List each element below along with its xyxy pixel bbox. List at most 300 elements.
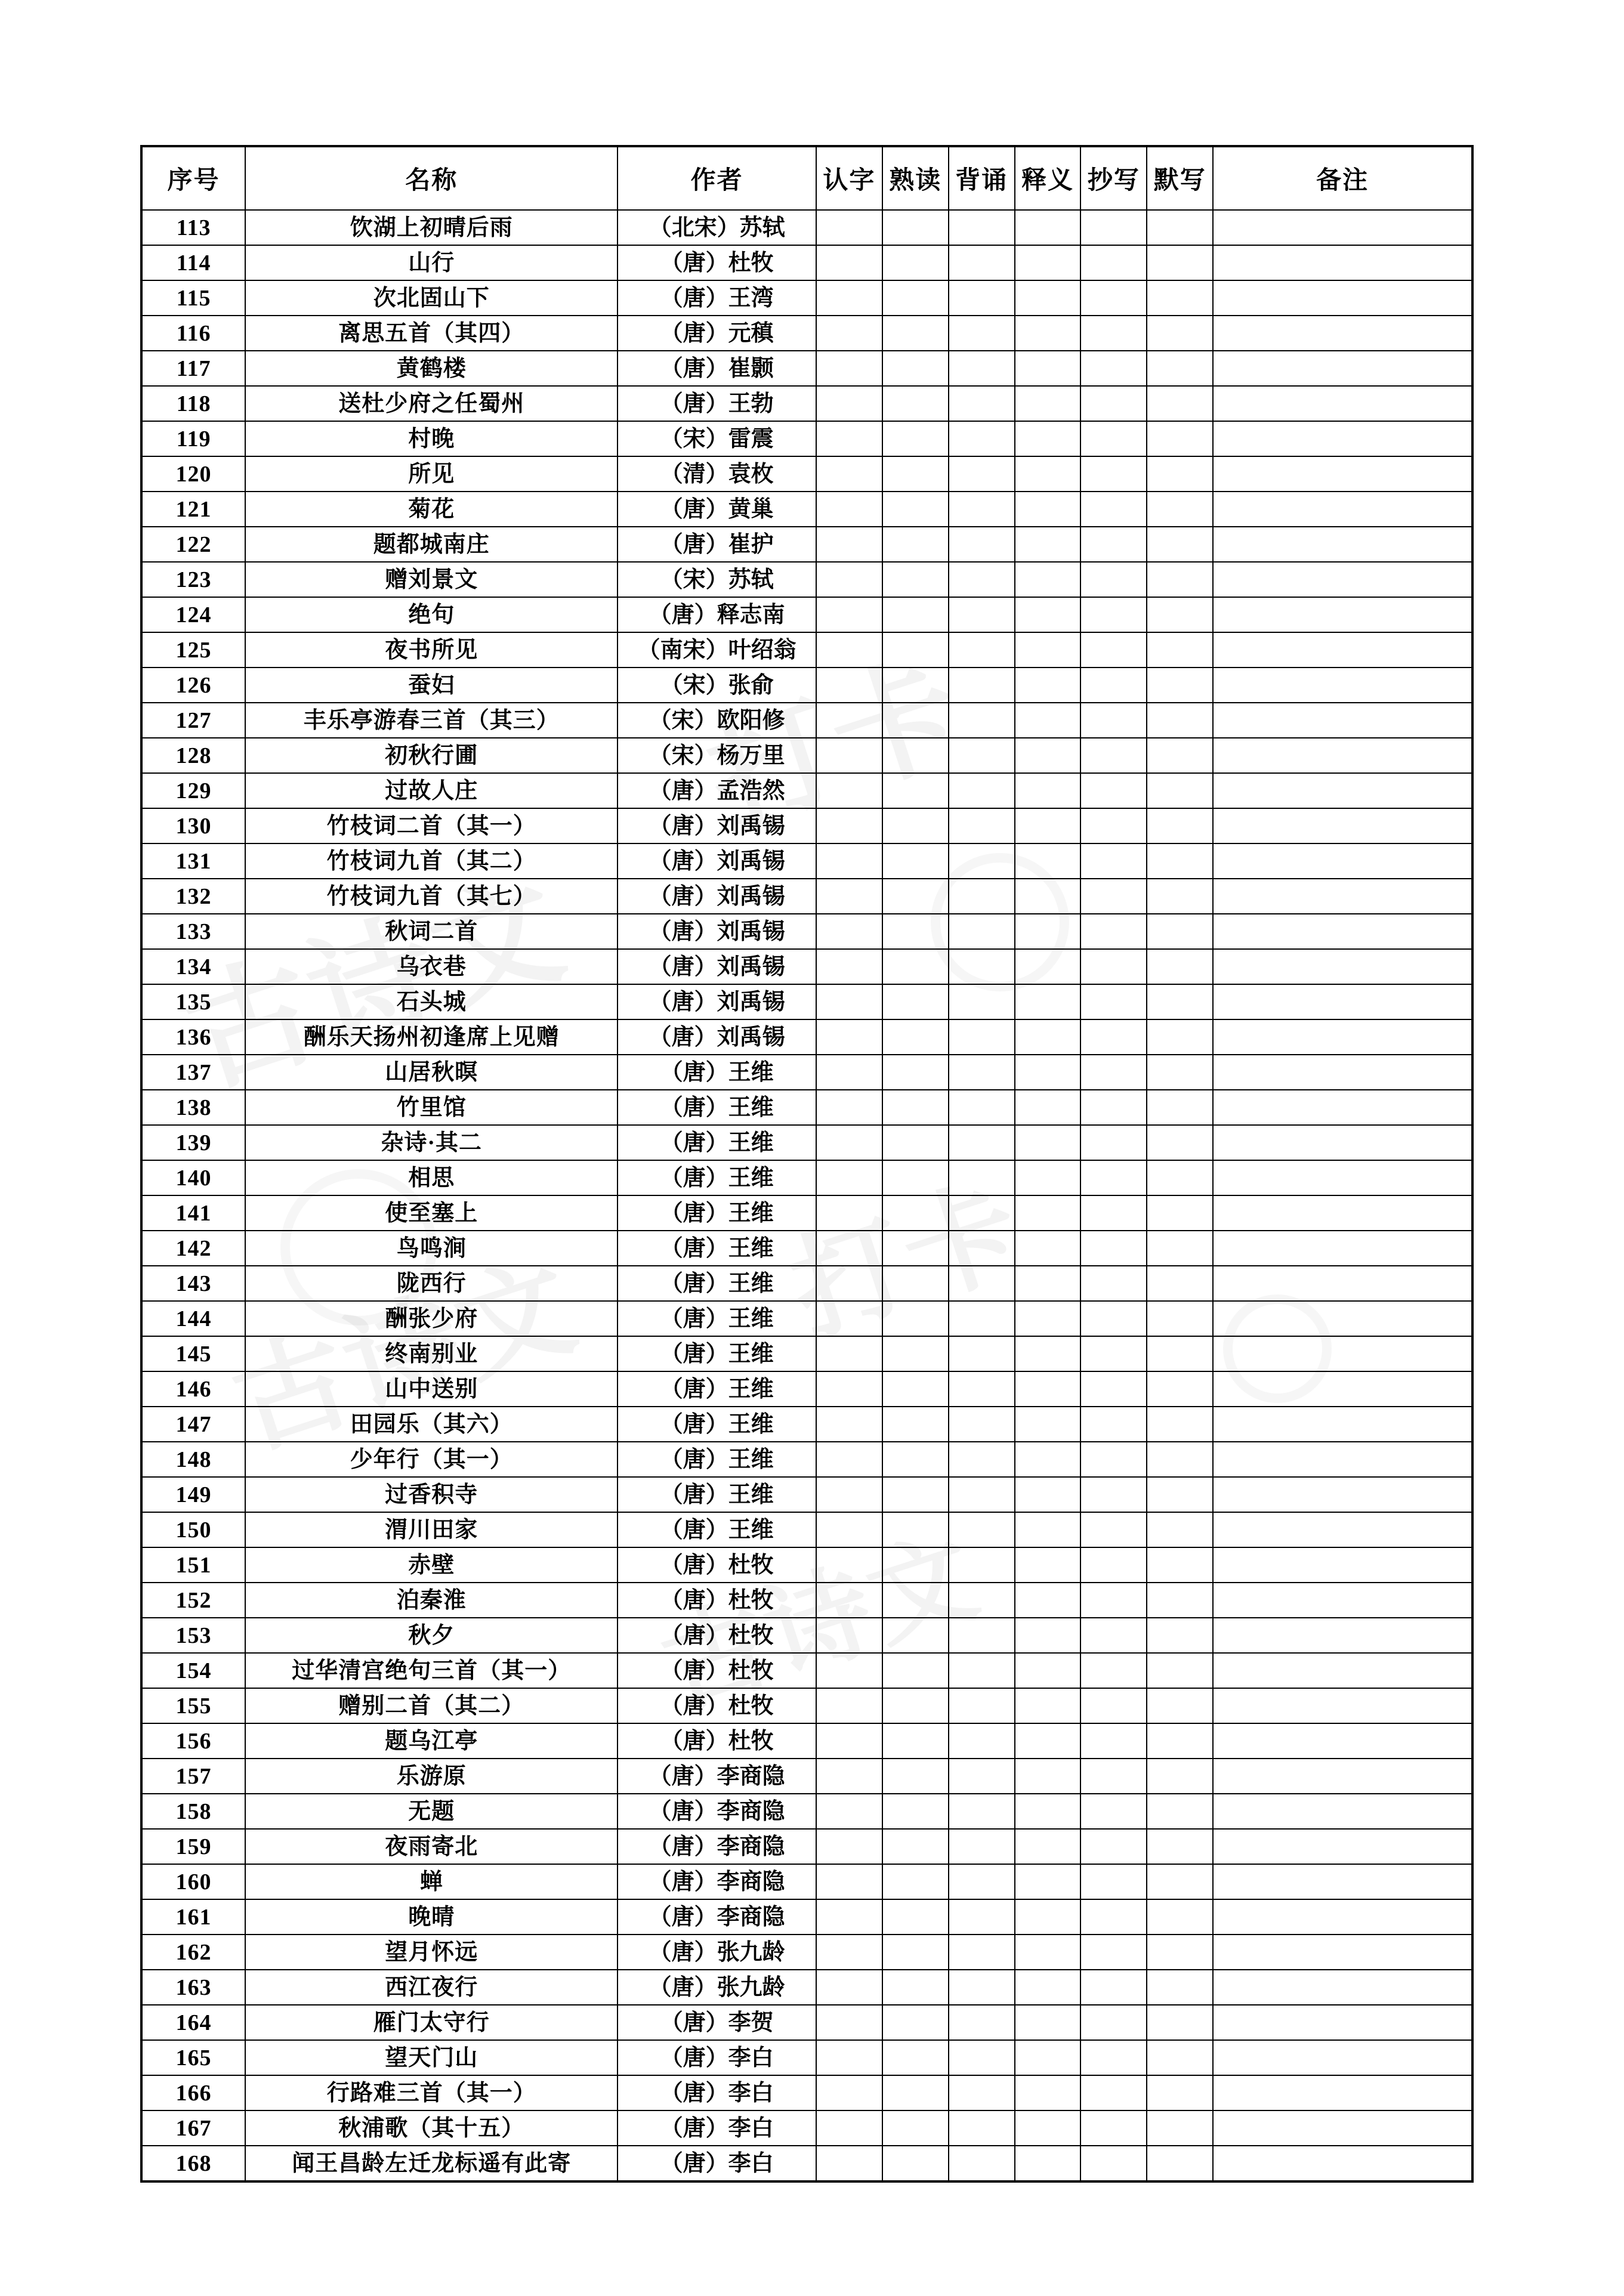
cell-moxie[interactable] xyxy=(1147,2040,1213,2075)
cell-beisong[interactable] xyxy=(949,562,1015,597)
cell-shiyi[interactable] xyxy=(1015,245,1081,280)
cell-moxie[interactable] xyxy=(1147,879,1213,914)
cell-moxie[interactable] xyxy=(1147,1899,1213,1935)
cell-beisong[interactable] xyxy=(949,703,1015,738)
cell-chaoxie[interactable] xyxy=(1080,597,1147,632)
cell-beizhu[interactable] xyxy=(1213,1864,1472,1899)
cell-renzi[interactable] xyxy=(816,1618,882,1653)
cell-beizhu[interactable] xyxy=(1213,1055,1472,1090)
cell-renzi[interactable] xyxy=(816,984,882,1019)
cell-shiyi[interactable] xyxy=(1015,1055,1081,1090)
cell-shiyi[interactable] xyxy=(1015,808,1081,843)
cell-chaoxie[interactable] xyxy=(1080,1160,1147,1195)
cell-beisong[interactable] xyxy=(949,1090,1015,1125)
cell-renzi[interactable] xyxy=(816,316,882,351)
cell-renzi[interactable] xyxy=(816,1547,882,1583)
cell-moxie[interactable] xyxy=(1147,1090,1213,1125)
cell-shiyi[interactable] xyxy=(1015,2146,1081,2181)
cell-moxie[interactable] xyxy=(1147,1794,1213,1829)
cell-moxie[interactable] xyxy=(1147,2146,1213,2181)
cell-beizhu[interactable] xyxy=(1213,668,1472,703)
cell-shiyi[interactable] xyxy=(1015,1231,1081,1266)
cell-moxie[interactable] xyxy=(1147,1125,1213,1160)
cell-renzi[interactable] xyxy=(816,351,882,386)
cell-chaoxie[interactable] xyxy=(1080,386,1147,421)
cell-moxie[interactable] xyxy=(1147,914,1213,949)
cell-beizhu[interactable] xyxy=(1213,1019,1472,1055)
cell-shudu[interactable] xyxy=(882,210,949,245)
cell-shudu[interactable] xyxy=(882,1618,949,1653)
cell-chaoxie[interactable] xyxy=(1080,210,1147,245)
cell-beizhu[interactable] xyxy=(1213,1547,1472,1583)
cell-moxie[interactable] xyxy=(1147,1195,1213,1231)
cell-moxie[interactable] xyxy=(1147,949,1213,984)
cell-renzi[interactable] xyxy=(816,879,882,914)
cell-moxie[interactable] xyxy=(1147,703,1213,738)
cell-shudu[interactable] xyxy=(882,1688,949,1723)
cell-chaoxie[interactable] xyxy=(1080,492,1147,527)
cell-beizhu[interactable] xyxy=(1213,1653,1472,1688)
cell-beizhu[interactable] xyxy=(1213,949,1472,984)
cell-beizhu[interactable] xyxy=(1213,1829,1472,1864)
cell-shiyi[interactable] xyxy=(1015,527,1081,562)
cell-beisong[interactable] xyxy=(949,1970,1015,2005)
cell-beizhu[interactable] xyxy=(1213,703,1472,738)
cell-beisong[interactable] xyxy=(949,1125,1015,1160)
cell-beisong[interactable] xyxy=(949,421,1015,456)
cell-chaoxie[interactable] xyxy=(1080,245,1147,280)
cell-beizhu[interactable] xyxy=(1213,808,1472,843)
cell-chaoxie[interactable] xyxy=(1080,843,1147,879)
cell-shiyi[interactable] xyxy=(1015,1829,1081,1864)
cell-shiyi[interactable] xyxy=(1015,1512,1081,1547)
cell-beisong[interactable] xyxy=(949,527,1015,562)
cell-renzi[interactable] xyxy=(816,2075,882,2110)
cell-beisong[interactable] xyxy=(949,2075,1015,2110)
cell-moxie[interactable] xyxy=(1147,773,1213,808)
cell-beisong[interactable] xyxy=(949,2146,1015,2181)
cell-beisong[interactable] xyxy=(949,1935,1015,1970)
cell-chaoxie[interactable] xyxy=(1080,1864,1147,1899)
cell-beizhu[interactable] xyxy=(1213,1231,1472,1266)
cell-moxie[interactable] xyxy=(1147,1231,1213,1266)
cell-renzi[interactable] xyxy=(816,703,882,738)
cell-beisong[interactable] xyxy=(949,949,1015,984)
cell-shiyi[interactable] xyxy=(1015,2075,1081,2110)
cell-moxie[interactable] xyxy=(1147,1301,1213,1336)
cell-beizhu[interactable] xyxy=(1213,1125,1472,1160)
cell-beisong[interactable] xyxy=(949,1618,1015,1653)
cell-chaoxie[interactable] xyxy=(1080,2075,1147,2110)
cell-renzi[interactable] xyxy=(816,1336,882,1371)
cell-shudu[interactable] xyxy=(882,597,949,632)
cell-beisong[interactable] xyxy=(949,1301,1015,1336)
cell-chaoxie[interactable] xyxy=(1080,1125,1147,1160)
cell-beizhu[interactable] xyxy=(1213,632,1472,668)
cell-chaoxie[interactable] xyxy=(1080,984,1147,1019)
cell-beisong[interactable] xyxy=(949,1688,1015,1723)
cell-beisong[interactable] xyxy=(949,1864,1015,1899)
cell-renzi[interactable] xyxy=(816,280,882,316)
cell-shudu[interactable] xyxy=(882,1125,949,1160)
cell-shudu[interactable] xyxy=(882,1477,949,1512)
cell-chaoxie[interactable] xyxy=(1080,1477,1147,1512)
cell-renzi[interactable] xyxy=(816,492,882,527)
cell-moxie[interactable] xyxy=(1147,1371,1213,1407)
cell-shudu[interactable] xyxy=(882,738,949,773)
cell-shudu[interactable] xyxy=(882,843,949,879)
cell-shiyi[interactable] xyxy=(1015,1723,1081,1759)
cell-chaoxie[interactable] xyxy=(1080,1090,1147,1125)
cell-chaoxie[interactable] xyxy=(1080,1723,1147,1759)
cell-shiyi[interactable] xyxy=(1015,316,1081,351)
cell-shiyi[interactable] xyxy=(1015,1794,1081,1829)
cell-shudu[interactable] xyxy=(882,1864,949,1899)
cell-shiyi[interactable] xyxy=(1015,1371,1081,1407)
cell-renzi[interactable] xyxy=(816,1090,882,1125)
cell-shudu[interactable] xyxy=(882,1653,949,1688)
cell-beisong[interactable] xyxy=(949,245,1015,280)
cell-shudu[interactable] xyxy=(882,316,949,351)
cell-beisong[interactable] xyxy=(949,1055,1015,1090)
cell-shudu[interactable] xyxy=(882,1195,949,1231)
cell-chaoxie[interactable] xyxy=(1080,1899,1147,1935)
cell-renzi[interactable] xyxy=(816,1442,882,1477)
cell-chaoxie[interactable] xyxy=(1080,1935,1147,1970)
cell-chaoxie[interactable] xyxy=(1080,421,1147,456)
cell-beizhu[interactable] xyxy=(1213,210,1472,245)
cell-beizhu[interactable] xyxy=(1213,1970,1472,2005)
cell-shudu[interactable] xyxy=(882,773,949,808)
cell-shiyi[interactable] xyxy=(1015,1618,1081,1653)
cell-moxie[interactable] xyxy=(1147,421,1213,456)
cell-renzi[interactable] xyxy=(816,843,882,879)
cell-beizhu[interactable] xyxy=(1213,351,1472,386)
cell-beizhu[interactable] xyxy=(1213,1160,1472,1195)
cell-beisong[interactable] xyxy=(949,1547,1015,1583)
cell-renzi[interactable] xyxy=(816,1970,882,2005)
cell-shudu[interactable] xyxy=(882,1829,949,1864)
cell-beisong[interactable] xyxy=(949,280,1015,316)
cell-beizhu[interactable] xyxy=(1213,1794,1472,1829)
cell-moxie[interactable] xyxy=(1147,1019,1213,1055)
cell-moxie[interactable] xyxy=(1147,1759,1213,1794)
cell-beizhu[interactable] xyxy=(1213,914,1472,949)
cell-beizhu[interactable] xyxy=(1213,1407,1472,1442)
cell-chaoxie[interactable] xyxy=(1080,703,1147,738)
cell-shudu[interactable] xyxy=(882,1407,949,1442)
cell-beizhu[interactable] xyxy=(1213,1688,1472,1723)
cell-chaoxie[interactable] xyxy=(1080,2146,1147,2181)
cell-renzi[interactable] xyxy=(816,808,882,843)
cell-renzi[interactable] xyxy=(816,2110,882,2146)
cell-moxie[interactable] xyxy=(1147,1477,1213,1512)
cell-shudu[interactable] xyxy=(882,1512,949,1547)
cell-moxie[interactable] xyxy=(1147,1160,1213,1195)
cell-moxie[interactable] xyxy=(1147,1583,1213,1618)
cell-renzi[interactable] xyxy=(816,949,882,984)
cell-chaoxie[interactable] xyxy=(1080,1407,1147,1442)
cell-beizhu[interactable] xyxy=(1213,1935,1472,1970)
cell-moxie[interactable] xyxy=(1147,984,1213,1019)
cell-shudu[interactable] xyxy=(882,492,949,527)
cell-moxie[interactable] xyxy=(1147,210,1213,245)
cell-beisong[interactable] xyxy=(949,808,1015,843)
cell-moxie[interactable] xyxy=(1147,456,1213,492)
cell-shudu[interactable] xyxy=(882,1723,949,1759)
cell-moxie[interactable] xyxy=(1147,843,1213,879)
cell-renzi[interactable] xyxy=(816,1266,882,1301)
cell-beisong[interactable] xyxy=(949,843,1015,879)
cell-beizhu[interactable] xyxy=(1213,1899,1472,1935)
cell-renzi[interactable] xyxy=(816,1477,882,1512)
cell-chaoxie[interactable] xyxy=(1080,632,1147,668)
cell-moxie[interactable] xyxy=(1147,280,1213,316)
cell-chaoxie[interactable] xyxy=(1080,1301,1147,1336)
cell-renzi[interactable] xyxy=(816,1653,882,1688)
cell-beisong[interactable] xyxy=(949,738,1015,773)
cell-shudu[interactable] xyxy=(882,1442,949,1477)
cell-beizhu[interactable] xyxy=(1213,1442,1472,1477)
cell-shiyi[interactable] xyxy=(1015,949,1081,984)
cell-shudu[interactable] xyxy=(882,456,949,492)
cell-chaoxie[interactable] xyxy=(1080,1019,1147,1055)
cell-shudu[interactable] xyxy=(882,2075,949,2110)
cell-renzi[interactable] xyxy=(816,2146,882,2181)
cell-shiyi[interactable] xyxy=(1015,597,1081,632)
cell-shudu[interactable] xyxy=(882,1371,949,1407)
cell-shudu[interactable] xyxy=(882,1266,949,1301)
cell-chaoxie[interactable] xyxy=(1080,879,1147,914)
cell-shudu[interactable] xyxy=(882,280,949,316)
cell-beisong[interactable] xyxy=(949,1442,1015,1477)
cell-beisong[interactable] xyxy=(949,879,1015,914)
cell-moxie[interactable] xyxy=(1147,1653,1213,1688)
cell-chaoxie[interactable] xyxy=(1080,914,1147,949)
cell-moxie[interactable] xyxy=(1147,316,1213,351)
cell-moxie[interactable] xyxy=(1147,1723,1213,1759)
cell-chaoxie[interactable] xyxy=(1080,527,1147,562)
cell-beisong[interactable] xyxy=(949,2040,1015,2075)
cell-shudu[interactable] xyxy=(882,1899,949,1935)
cell-chaoxie[interactable] xyxy=(1080,2110,1147,2146)
cell-shudu[interactable] xyxy=(882,1160,949,1195)
cell-chaoxie[interactable] xyxy=(1080,1583,1147,1618)
cell-shiyi[interactable] xyxy=(1015,738,1081,773)
cell-shudu[interactable] xyxy=(882,527,949,562)
cell-moxie[interactable] xyxy=(1147,2110,1213,2146)
cell-beizhu[interactable] xyxy=(1213,1759,1472,1794)
cell-renzi[interactable] xyxy=(816,527,882,562)
cell-shudu[interactable] xyxy=(882,1759,949,1794)
cell-moxie[interactable] xyxy=(1147,1970,1213,2005)
cell-beizhu[interactable] xyxy=(1213,2075,1472,2110)
cell-shiyi[interactable] xyxy=(1015,1019,1081,1055)
cell-beizhu[interactable] xyxy=(1213,1266,1472,1301)
cell-beizhu[interactable] xyxy=(1213,1723,1472,1759)
cell-beisong[interactable] xyxy=(949,2110,1015,2146)
cell-beisong[interactable] xyxy=(949,1336,1015,1371)
cell-beisong[interactable] xyxy=(949,1759,1015,1794)
cell-renzi[interactable] xyxy=(816,2005,882,2040)
cell-beizhu[interactable] xyxy=(1213,386,1472,421)
cell-beisong[interactable] xyxy=(949,1653,1015,1688)
cell-beizhu[interactable] xyxy=(1213,2146,1472,2181)
cell-moxie[interactable] xyxy=(1147,2005,1213,2040)
cell-shudu[interactable] xyxy=(882,668,949,703)
cell-beisong[interactable] xyxy=(949,351,1015,386)
cell-chaoxie[interactable] xyxy=(1080,668,1147,703)
cell-shiyi[interactable] xyxy=(1015,1125,1081,1160)
cell-chaoxie[interactable] xyxy=(1080,1618,1147,1653)
cell-chaoxie[interactable] xyxy=(1080,562,1147,597)
cell-renzi[interactable] xyxy=(816,1864,882,1899)
cell-chaoxie[interactable] xyxy=(1080,351,1147,386)
cell-shiyi[interactable] xyxy=(1015,421,1081,456)
cell-moxie[interactable] xyxy=(1147,1864,1213,1899)
cell-moxie[interactable] xyxy=(1147,1055,1213,1090)
cell-moxie[interactable] xyxy=(1147,386,1213,421)
cell-beizhu[interactable] xyxy=(1213,1301,1472,1336)
cell-chaoxie[interactable] xyxy=(1080,316,1147,351)
cell-renzi[interactable] xyxy=(816,1899,882,1935)
cell-shudu[interactable] xyxy=(882,386,949,421)
cell-beizhu[interactable] xyxy=(1213,245,1472,280)
cell-renzi[interactable] xyxy=(816,668,882,703)
cell-chaoxie[interactable] xyxy=(1080,738,1147,773)
cell-shiyi[interactable] xyxy=(1015,280,1081,316)
cell-shiyi[interactable] xyxy=(1015,351,1081,386)
cell-moxie[interactable] xyxy=(1147,1407,1213,1442)
cell-shiyi[interactable] xyxy=(1015,562,1081,597)
cell-shiyi[interactable] xyxy=(1015,1759,1081,1794)
cell-chaoxie[interactable] xyxy=(1080,1512,1147,1547)
cell-shiyi[interactable] xyxy=(1015,703,1081,738)
cell-beisong[interactable] xyxy=(949,984,1015,1019)
cell-beisong[interactable] xyxy=(949,914,1015,949)
cell-beizhu[interactable] xyxy=(1213,2040,1472,2075)
cell-renzi[interactable] xyxy=(816,1019,882,1055)
cell-moxie[interactable] xyxy=(1147,1547,1213,1583)
cell-shiyi[interactable] xyxy=(1015,1970,1081,2005)
cell-moxie[interactable] xyxy=(1147,2075,1213,2110)
cell-renzi[interactable] xyxy=(816,1688,882,1723)
cell-beisong[interactable] xyxy=(949,597,1015,632)
cell-chaoxie[interactable] xyxy=(1080,1688,1147,1723)
cell-beisong[interactable] xyxy=(949,316,1015,351)
cell-beisong[interactable] xyxy=(949,1266,1015,1301)
cell-renzi[interactable] xyxy=(816,738,882,773)
cell-moxie[interactable] xyxy=(1147,1266,1213,1301)
cell-renzi[interactable] xyxy=(816,1935,882,1970)
cell-beisong[interactable] xyxy=(949,1583,1015,1618)
cell-beizhu[interactable] xyxy=(1213,527,1472,562)
cell-shiyi[interactable] xyxy=(1015,2005,1081,2040)
cell-beisong[interactable] xyxy=(949,456,1015,492)
cell-shiyi[interactable] xyxy=(1015,984,1081,1019)
cell-renzi[interactable] xyxy=(816,562,882,597)
cell-beizhu[interactable] xyxy=(1213,2005,1472,2040)
cell-shiyi[interactable] xyxy=(1015,210,1081,245)
cell-renzi[interactable] xyxy=(816,914,882,949)
cell-shudu[interactable] xyxy=(882,879,949,914)
cell-beizhu[interactable] xyxy=(1213,492,1472,527)
cell-shiyi[interactable] xyxy=(1015,668,1081,703)
cell-shiyi[interactable] xyxy=(1015,386,1081,421)
cell-moxie[interactable] xyxy=(1147,1512,1213,1547)
cell-shudu[interactable] xyxy=(882,2005,949,2040)
cell-beizhu[interactable] xyxy=(1213,984,1472,1019)
cell-moxie[interactable] xyxy=(1147,1442,1213,1477)
cell-beisong[interactable] xyxy=(949,1407,1015,1442)
cell-chaoxie[interactable] xyxy=(1080,1442,1147,1477)
cell-chaoxie[interactable] xyxy=(1080,280,1147,316)
cell-renzi[interactable] xyxy=(816,421,882,456)
cell-shiyi[interactable] xyxy=(1015,843,1081,879)
cell-renzi[interactable] xyxy=(816,1125,882,1160)
cell-shudu[interactable] xyxy=(882,1794,949,1829)
cell-beizhu[interactable] xyxy=(1213,316,1472,351)
cell-shiyi[interactable] xyxy=(1015,1301,1081,1336)
cell-shudu[interactable] xyxy=(882,1301,949,1336)
cell-shiyi[interactable] xyxy=(1015,1864,1081,1899)
cell-shudu[interactable] xyxy=(882,1231,949,1266)
cell-shiyi[interactable] xyxy=(1015,1935,1081,1970)
cell-beizhu[interactable] xyxy=(1213,597,1472,632)
cell-renzi[interactable] xyxy=(816,1723,882,1759)
cell-beizhu[interactable] xyxy=(1213,1583,1472,1618)
cell-chaoxie[interactable] xyxy=(1080,1371,1147,1407)
cell-chaoxie[interactable] xyxy=(1080,1336,1147,1371)
cell-beizhu[interactable] xyxy=(1213,562,1472,597)
cell-shiyi[interactable] xyxy=(1015,1653,1081,1688)
cell-shiyi[interactable] xyxy=(1015,1336,1081,1371)
cell-shiyi[interactable] xyxy=(1015,1899,1081,1935)
cell-shiyi[interactable] xyxy=(1015,1583,1081,1618)
cell-beizhu[interactable] xyxy=(1213,1618,1472,1653)
cell-renzi[interactable] xyxy=(816,632,882,668)
cell-beisong[interactable] xyxy=(949,210,1015,245)
cell-beizhu[interactable] xyxy=(1213,421,1472,456)
cell-moxie[interactable] xyxy=(1147,1618,1213,1653)
cell-beisong[interactable] xyxy=(949,1512,1015,1547)
cell-renzi[interactable] xyxy=(816,1583,882,1618)
cell-beisong[interactable] xyxy=(949,2005,1015,2040)
cell-shiyi[interactable] xyxy=(1015,914,1081,949)
cell-beisong[interactable] xyxy=(949,1231,1015,1266)
cell-shiyi[interactable] xyxy=(1015,1266,1081,1301)
cell-beisong[interactable] xyxy=(949,1899,1015,1935)
cell-shudu[interactable] xyxy=(882,632,949,668)
cell-beizhu[interactable] xyxy=(1213,879,1472,914)
cell-chaoxie[interactable] xyxy=(1080,1759,1147,1794)
cell-moxie[interactable] xyxy=(1147,1935,1213,1970)
cell-shudu[interactable] xyxy=(882,1935,949,1970)
cell-renzi[interactable] xyxy=(816,1794,882,1829)
cell-renzi[interactable] xyxy=(816,1301,882,1336)
cell-beisong[interactable] xyxy=(949,773,1015,808)
cell-chaoxie[interactable] xyxy=(1080,808,1147,843)
cell-renzi[interactable] xyxy=(816,2040,882,2075)
cell-shudu[interactable] xyxy=(882,1336,949,1371)
cell-beisong[interactable] xyxy=(949,1794,1015,1829)
cell-shiyi[interactable] xyxy=(1015,1160,1081,1195)
cell-beizhu[interactable] xyxy=(1213,1195,1472,1231)
cell-shudu[interactable] xyxy=(882,1090,949,1125)
cell-shudu[interactable] xyxy=(882,1970,949,2005)
cell-beisong[interactable] xyxy=(949,492,1015,527)
cell-chaoxie[interactable] xyxy=(1080,1231,1147,1266)
